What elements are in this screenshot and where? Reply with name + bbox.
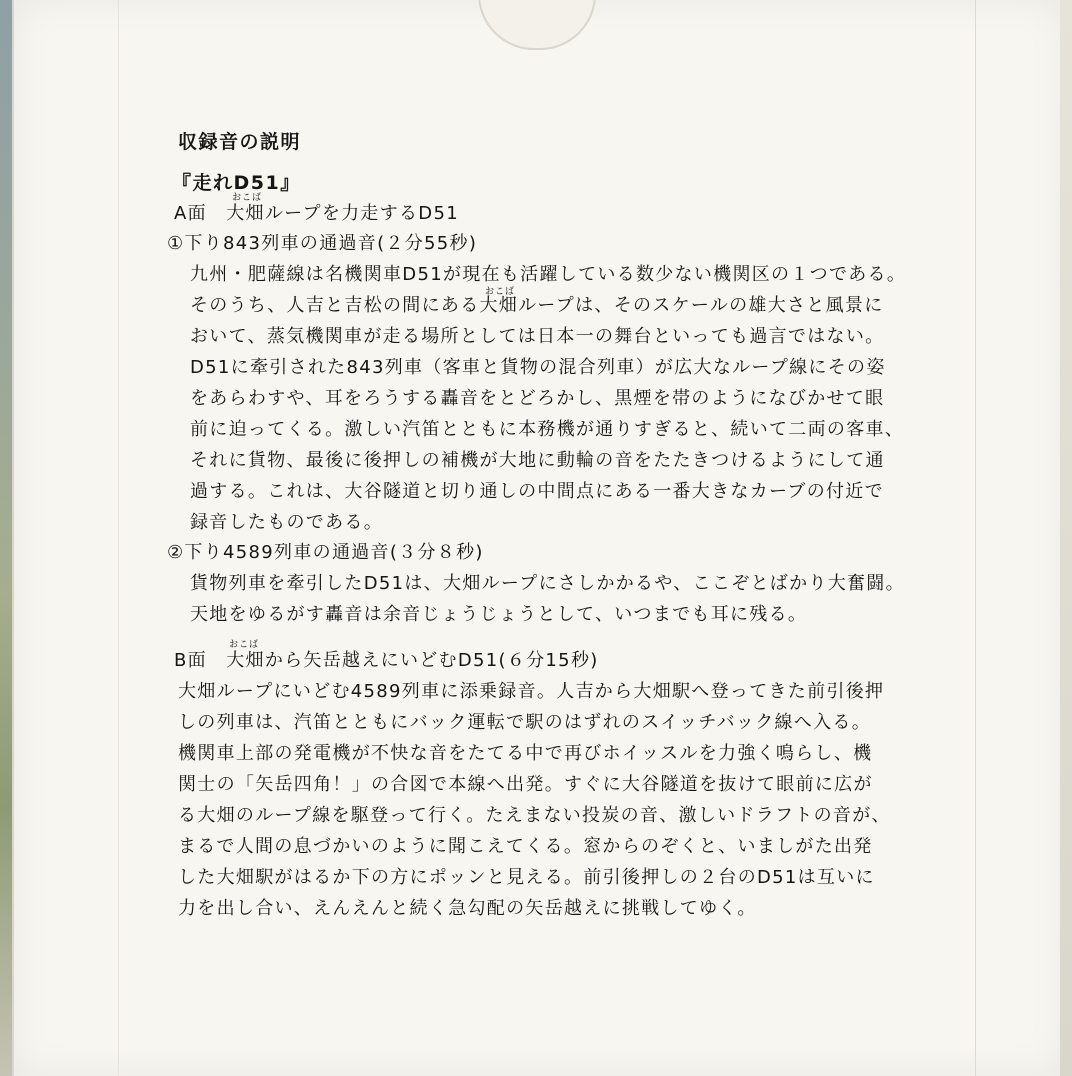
track-1-line: をあらわすや、耳をろうする轟音をとどろかし、黒煙を帯のようになびかせて眼 [190, 388, 885, 409]
track-1-line: 前に迫ってくる。激しい汽笛とともに本務機が通りすぎると、続いて二両の客車、 [190, 419, 905, 440]
track-1-line: そのうち、人吉と吉松の間にある大畑ループは、そのスケールの雄大さと風景に [190, 295, 884, 316]
side-b-line: しの列車は、汽笛とともにバック運転で駅のはずれのスイッチバック線へ入る。 [178, 712, 871, 733]
side-b-line: 機関車上部の発電機が不快な音をたてる中で再びホイッスルを力強く鳴らし、機 [178, 743, 873, 764]
side-b-ruby: おこば [229, 640, 260, 650]
side-b-header: B面 大畑から矢岳越えにいどむD51(６分15秒) [174, 650, 599, 671]
track-2-title: ②下り4589列車の通過音(３分８秒) [167, 542, 484, 563]
side-b-line: まるで人間の息づかいのように聞こえてくる。窓からのぞくと、いましがた出発 [178, 836, 873, 857]
album-title: 『走れD51』 [172, 172, 301, 194]
track-1-line: D51に牽引された843列車（客車と貨物の混合列車）が広大なループ線にその姿 [190, 357, 886, 378]
page-heading: 収録音の説明 [178, 131, 302, 153]
track-2-line: 天地をゆるがす轟音は余音じょうじょうとして、いつまでも耳に残る。 [190, 604, 808, 625]
side-b-line: 力を出し合い、えんえんと続く急勾配の矢岳越えに挑戦してゆく。 [178, 898, 757, 919]
track-1-line: 過する。これは、大谷隧道と切り通しの中間点にある一番大きなカーブの付近で [190, 481, 884, 502]
side-a-header: A面 大畑ループを力走するD51 [174, 203, 459, 224]
track-1-line: 録音したものである。 [190, 512, 383, 533]
track-2-line: 貨物列車を牽引したD51は、大畑ループにさしかかるや、ここぞとばかり大奮闘。 [190, 573, 905, 594]
side-b-line: 関士の「矢岳四角！」の合図で本線へ出発。すぐに大谷隧道を抜けて眼前に広が [178, 774, 873, 795]
track-1-ruby: おこば [485, 287, 516, 297]
side-a-ruby: おこば [232, 193, 263, 203]
side-b-line: る大畑のループ線を駆登って行く。たえまない投炭の音、激しいドラフトの音が、 [178, 805, 891, 826]
track-1-title: ①下り843列車の通過音(２分55秒) [167, 233, 478, 254]
side-b-line: 大畑ループにいどむ4589列車に添乗録音。人吉から大畑駅へ登ってきた前引後押 [178, 681, 885, 702]
track-1-line: 九州・肥薩線は名機関車D51が現在も活躍している数少ない機関区の１つである。 [190, 264, 907, 285]
track-1-line: それに貨物、最後に後押しの補機が大地に動輪の音をたたきつけるようにして通 [190, 450, 885, 471]
side-b-line: した大畑駅がはるか下の方にポッンと見える。前引後押しの２台のD51は互いに [178, 867, 875, 888]
track-1-line: おいて、蒸気機関車が走る場所としては日本一の舞台といっても過言ではない。 [190, 326, 885, 347]
